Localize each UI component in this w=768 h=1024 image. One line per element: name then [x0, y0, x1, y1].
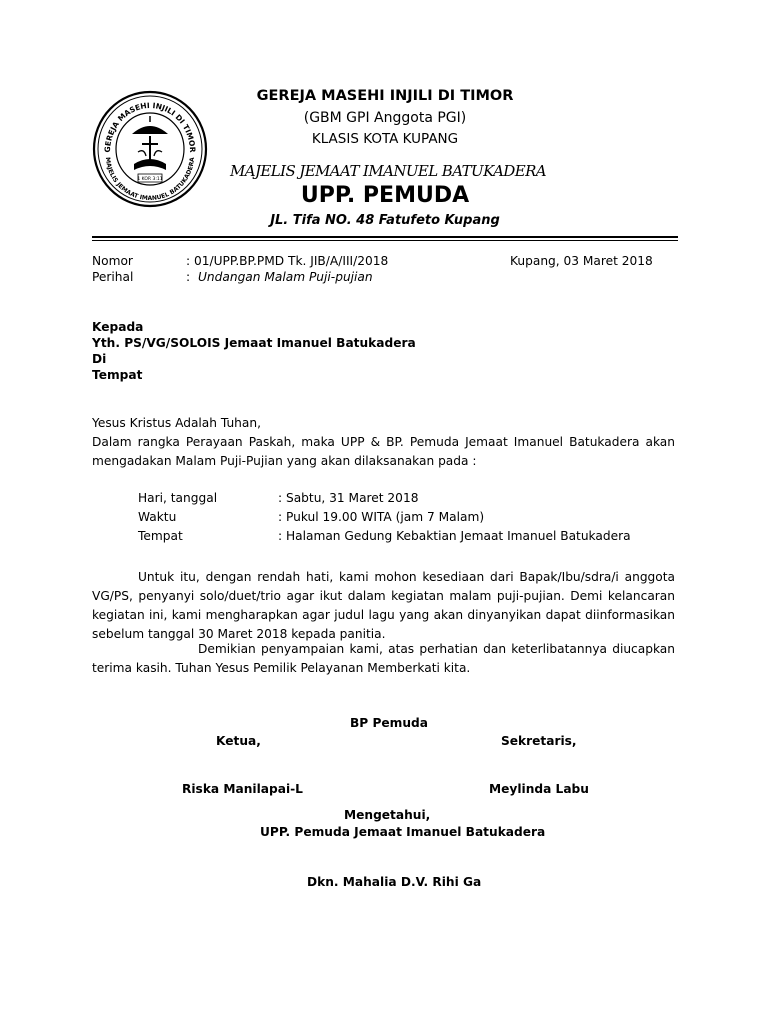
body-paragraph-1: Untuk itu, dengan rendah hati, kami mohon kesediaan dari Bapak/Ibu/sdra/i anggota VG/PS, penyanyi solo/duet/trio agar ikut dalam kegiatan malam puji-pujian. Demi kelancaran kegiatan ini, kami mengharapkan agar judul lagu yang akan dinyanyikan dapat diinformasikan sebelum tanggal 30 Maret 2018 kepada panitia.: [92, 570, 675, 641]
org-name: GEREJA MASEHI INJILI DI TIMOR: [256, 88, 514, 104]
seal-ring-top-text: GEREJA MASEHI INJILI DI TIMOR: [102, 100, 198, 153]
sig-ketua-name: Riska Manilapai-L: [182, 782, 303, 796]
sig-sekretaris-title: Sekretaris,: [501, 734, 577, 748]
seal-inner-text: 1 KOR 3:11: [137, 177, 163, 182]
place-date: Kupang, 03 Maret 2018: [510, 254, 653, 268]
recipient-tempat: Tempat: [92, 368, 143, 382]
perihal-colon: :: [186, 270, 191, 284]
intro-paragraph: Dalam rangka Perayaan Paskah, maka UPP & BP. Pemuda Jemaat Imanuel Batukadera akan mengadakan Malam Puji-Pujian yang akan dilaksanakan pada :: [92, 435, 675, 468]
header-rule-thin: [92, 240, 678, 241]
nomor-label: Nomor: [92, 254, 133, 268]
detail-value-place: : Halaman Gedung Kebaktian Jemaat Imanuel Batukadera: [278, 529, 631, 543]
seal-ring-bottom-text: MAJELIS JEMAAT IMANUEL BATUKADERA: [103, 156, 197, 203]
perihal-value: Undangan Malam Puji-pujian: [198, 270, 373, 284]
sig-upp: UPP. Pemuda Jemaat Imanuel Batukadera: [260, 825, 546, 839]
org-subtitle: (GBM GPI Anggota PGI): [303, 110, 467, 126]
sig-mengetahui: Mengetahui,: [344, 808, 431, 822]
unit-title: UPP. PEMUDA: [300, 183, 470, 208]
address: JL. Tifa NO. 48 Fatufeto Kupang: [270, 213, 500, 228]
sig-sekretaris-name: Meylinda Labu: [489, 782, 589, 796]
sig-ketua-title: Ketua,: [216, 734, 261, 748]
header-rule-thick: [92, 236, 678, 238]
recipient-di: Di: [92, 352, 107, 366]
recipient-kepada: Kepada: [92, 320, 144, 334]
detail-value-time: : Pukul 19.00 WITA (jam 7 Malam): [278, 510, 485, 524]
detail-value-date: : Sabtu, 31 Maret 2018: [278, 491, 419, 505]
church-seal-icon: [92, 90, 208, 208]
majelis-name: MAJELIS JEMAAT IMANUEL BATUKADERA: [230, 162, 547, 180]
detail-label-date: Hari, tanggal: [138, 491, 218, 505]
body-paragraph-2: Demikian penyampaian kami, atas perhatian dan keterlibatannya diucapkan terima kasih. Tuhan Yesus Pemilik Pelayanan Memberkati kita.: [92, 642, 675, 675]
klasis-name: KLASIS KOTA KUPANG: [311, 131, 459, 147]
sig-bp-pemuda: BP Pemuda: [350, 716, 428, 730]
recipient-yth: Yth. PS/VG/SOLOIS Jemaat Imanuel Batukadera: [92, 336, 416, 350]
detail-label-time: Waktu: [138, 510, 177, 524]
greeting: Yesus Kristus Adalah Tuhan,: [92, 416, 261, 430]
detail-label-place: Tempat: [138, 529, 183, 543]
perihal-label: Perihal: [92, 270, 134, 284]
nomor-value: : 01/UPP.BP.PMD Tk. JIB/A/III/2018: [186, 254, 389, 268]
sig-dkn-name: Dkn. Mahalia D.V. Rihi Ga: [307, 875, 482, 889]
